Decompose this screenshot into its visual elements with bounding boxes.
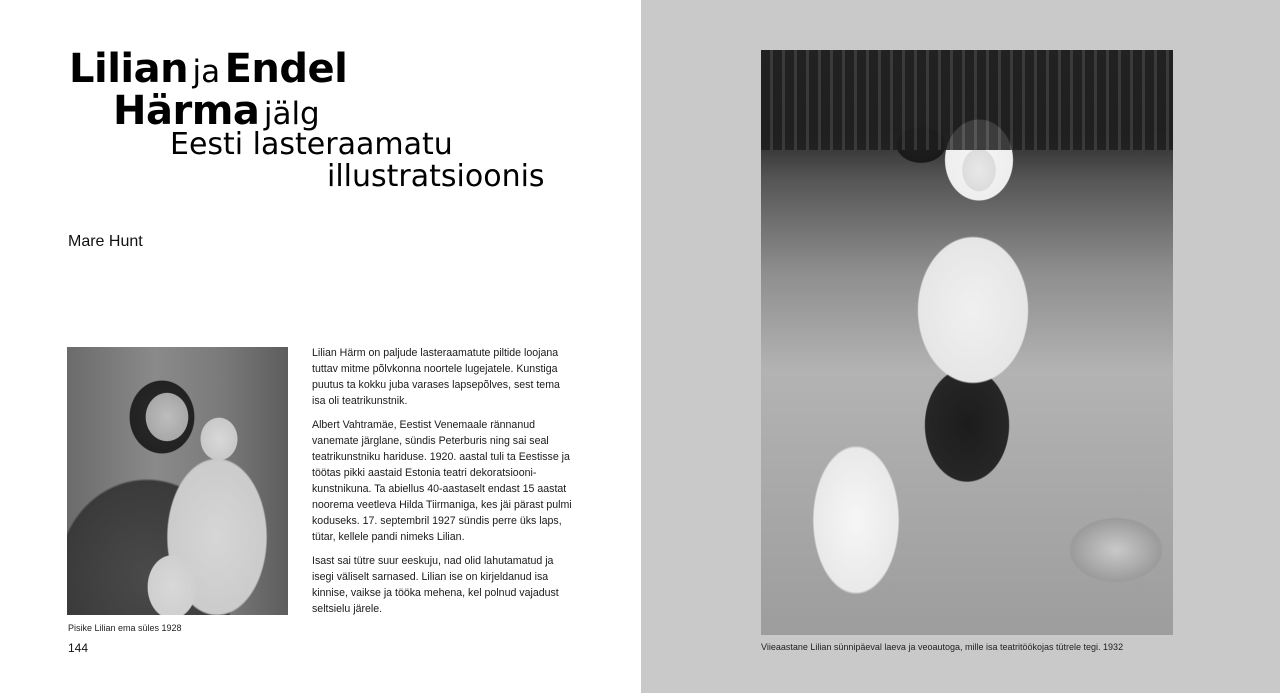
body-paragraph-2: Albert Vahtramäe, Eestist Venemaale rännanud vanemate järglane, sündis Peterburis ning sai seal teatrikunstniku hariduse. 1920. aastal tuli ta Eestisse ja töötas pikki aastaid Estonia teatri dekoratsiooni-kunstnikuna. Ta abiellus 40-aastaselt endast 15 aastat noorema veetleva Hilda Tiirmaniga, kes jäi pärast pulmi koduseks. 17. septembril 1927 sündis perre üks laps, tütar, kellele pandi nimeks Lilian. (312, 419, 572, 543)
title-line-3: Eesti lasteraamatu (170, 127, 453, 162)
title-name-endel: Endel (224, 46, 348, 92)
title-line-2 (113, 88, 320, 134)
author-name: Mare Hunt (68, 233, 143, 250)
page-number: 144 (68, 641, 89, 655)
body-text (312, 345, 572, 625)
photo-fence-background (761, 50, 1173, 150)
title-line-1 (69, 46, 348, 92)
title-line-4: illustratsioonis (327, 159, 545, 194)
photo-girl-with-boat-and-truck (761, 50, 1173, 635)
photo-caption-right: Viieaastane Lilian sünnipäeval laeva ja veoautoga, mille isa teatritöökojas tütrele tegi. 1932 (761, 642, 1124, 652)
photo-caption-left: Pisike Lilian ema süles 1928 (68, 623, 182, 633)
title-trace: jälg (263, 96, 320, 132)
title-name-lilian: Lilian (69, 46, 189, 92)
title-surname: Härma (113, 88, 260, 134)
title-conjunction: ja (192, 54, 221, 90)
body-paragraph-1: Lilian Härm on paljude lasteraamatute piltide loojana tuttav mitme põlvkonna noortele lugejatele. Kunstiga puutus ta kokku juba varases lapsepõlves, sest tema isa oli teatrikunstnik. (312, 347, 560, 407)
body-paragraph-3: Isast sai tütre suur eeskuju, nad olid lahutamatud ja isegi väliselt sarnased. Lilian ise on kirjeldanud isa kinnise, vaikse ja tööka mehena, kel polnud vajadust seltsielu järele. (312, 555, 559, 615)
photo-mother-with-baby (67, 347, 288, 615)
